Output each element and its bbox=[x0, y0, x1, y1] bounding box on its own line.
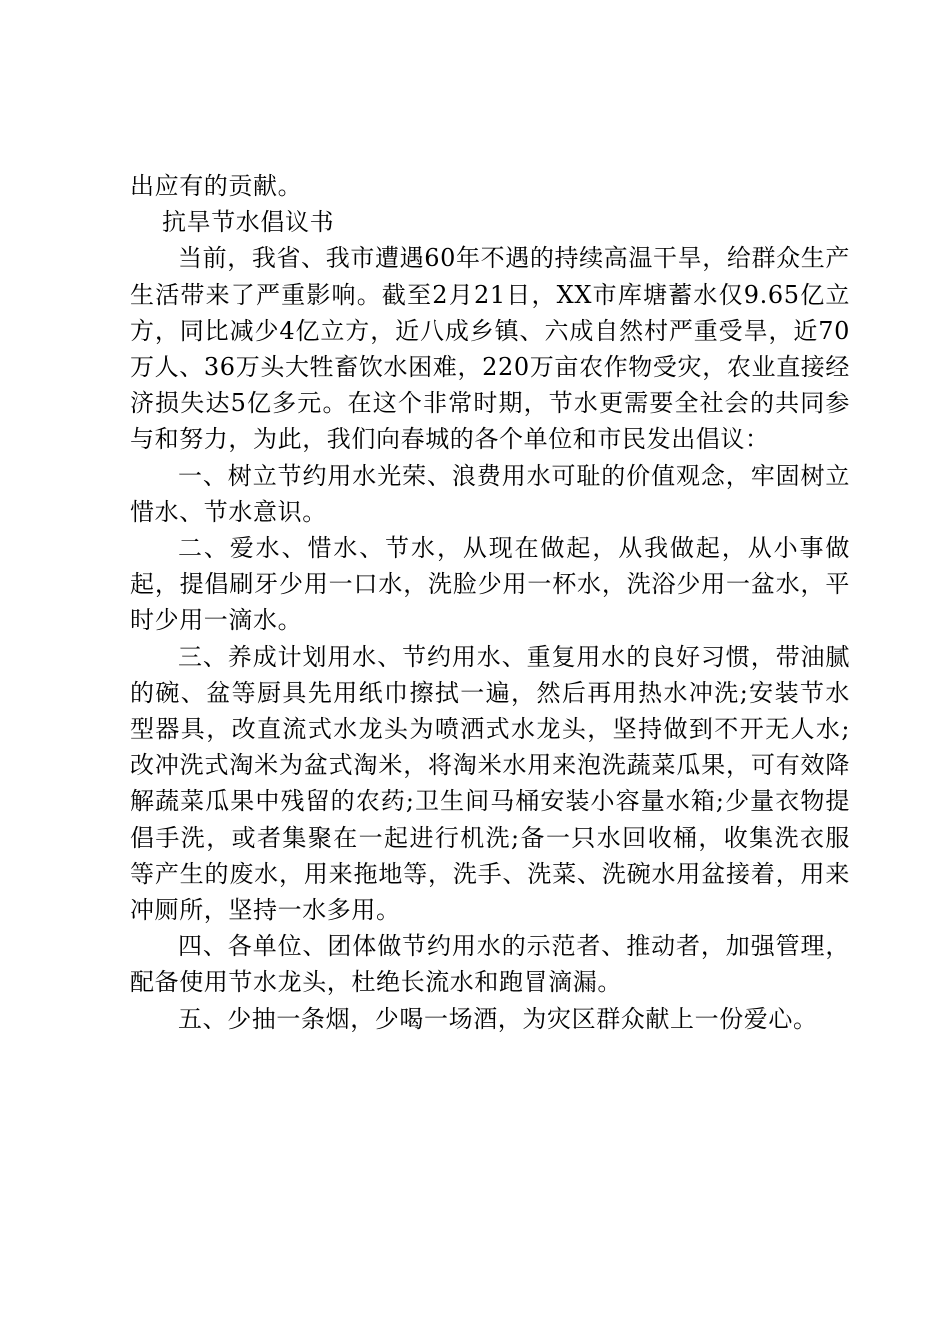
proposal-item-3: 三、养成计划用水、节约用水、重复用水的良好习惯，带油腻的碗、盆等厨具先用纸巾擦拭一遍，然后再用热水冲洗;安装节水型器具，改直流式水龙头为喷洒式水龙头，坚持做到不开无人水;改冲洗式淘米为盆式淘米，将淘米水用来泡洗蔬菜瓜果，可有效降解蔬菜瓜果中残留的农药;卫生间马桶安装小容量水箱;少量衣物提倡手洗，或者集聚在一起进行机洗;备一只水回收桶，收集洗衣服等产生的废水，用来拖地等，洗手、洗菜、洗碗水用盆接着，用来冲厕所，坚持一水多用。 bbox=[130, 642, 850, 925]
proposal-item-2: 二、爱水、惜水、节水，从现在做起，从我做起，从小事做起，提倡刷牙少用一口水，洗脸少用一杯水，洗浴少用一盆水，平时少用一滴水。 bbox=[130, 534, 850, 635]
carryover-paragraph: 出应有的贡献。 bbox=[130, 172, 303, 200]
proposal-item-4: 四、各单位、团体做节约用水的示范者、推动者，加强管理，配备使用节水龙头，杜绝长流水和跑冒滴漏。 bbox=[130, 932, 850, 997]
document-title: 抗旱节水倡议书 bbox=[162, 208, 335, 237]
intro-paragraph: 当前，我省、我市遭遇60年不遇的持续高温干旱，给群众生产生活带来了严重影响。截至2月21日，XX市库塘蓄水仅9.65亿立方，同比减少4亿立方，近八成乡镇、六成自然村严重受旱，近70万人、36万头大牲畜饮水困难，220万亩农作物受灾，农业直接经济损失达5亿多元。在这个非常时期，节水更需要全社会的共同参与和努力，为此，我们向春城的各个单位和市民发出倡议： bbox=[130, 244, 850, 454]
proposal-item-5: 五、少抽一条烟，少喝一场酒，为灾区群众献上一份爱心。 bbox=[178, 1004, 818, 1033]
proposal-item-1: 一、树立节约用水光荣、浪费用水可耻的价值观念，牢固树立惜水、节水意识。 bbox=[130, 461, 850, 526]
document-body bbox=[130, 168, 850, 1037]
